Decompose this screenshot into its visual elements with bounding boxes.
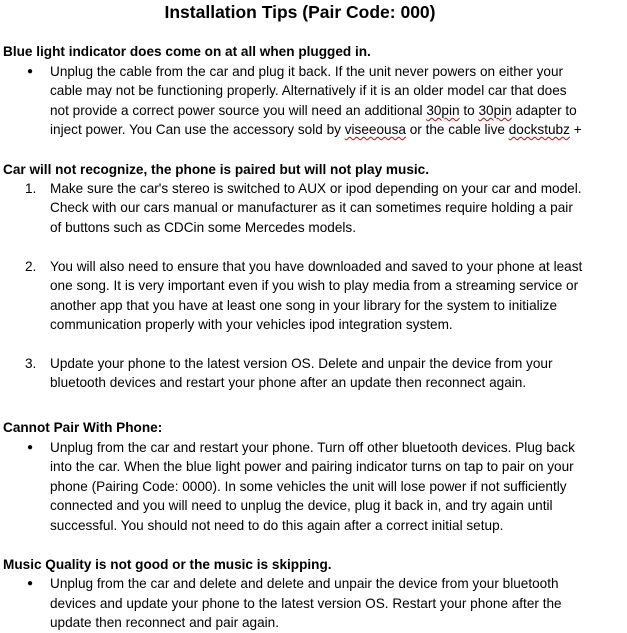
list-number: 1. [25, 181, 37, 196]
misspelled-word: 30pin [426, 103, 460, 118]
text-line: Update your phone to the latest version OS. Delete and unpair the device from your [50, 356, 553, 371]
text-line: one song. It is very important even if you wish to play media from a streaming service or [50, 278, 579, 293]
text-line: inject power. You Can use the accessory sold by viseeousa or the cable live dockstubz + [50, 122, 582, 137]
text-line: You will also need to ensure that you have downloaded and saved to your phone at least [50, 259, 583, 274]
misspelled-word: dockstubz [508, 122, 570, 137]
text-line: another app that you have at least one song in your library for the system to initialize [50, 298, 558, 313]
misspelled-word: 30pin [478, 103, 512, 118]
text-line: Unplug the cable from the car and plug it back. If the unit never powers on either your [50, 64, 564, 79]
list-number: 3. [25, 356, 37, 371]
text-line: Unplug from the car and delete and delete and unpair the device from your bluetooth [50, 576, 559, 591]
section-heading-blue-light: Blue light indicator does come on at all when plugged in. [3, 44, 371, 59]
section-heading-cannot-pair: Cannot Pair With Phone: [3, 420, 163, 435]
text-line: Make sure the car's stereo is switched to AUX or ipod depending on your car and model. [50, 181, 582, 196]
bullet-marker: ● [27, 578, 34, 589]
text-line: communication properly with your vehicles ipod integration system. [50, 317, 453, 332]
text-line: phone (Pairing Code: 0000). In some vehicles the unit will lose power if not sufficiently [50, 479, 567, 494]
section-heading-car-not-recognize: Car will not recognize, the phone is paired but will not play music. [3, 162, 429, 177]
text-line: update then reconnect and pair again. [50, 615, 280, 630]
text-line: connected and you will need to unplug the device, plug it back in, and try again until [50, 498, 553, 513]
text-line: Unplug from the car and restart your phone. Turn off other bluetooth devices. Plug back [50, 440, 575, 455]
text-line: devices and update your phone to the latest version OS. Restart your phone after the [50, 596, 562, 611]
text-line: not provide a correct power source you will need an additional 30pin to 30pin adapter to [50, 103, 577, 118]
bullet-marker: ● [27, 66, 34, 77]
text-line: of buttons such as CDCin some Mercedes models. [50, 220, 356, 235]
bullet-marker: ● [27, 442, 34, 453]
text-line: cable may not be functioning properly. Alternatively if it is an older model car that does [50, 83, 567, 98]
text-line: successful. You should not need to do this again after a correct initial setup. [50, 518, 504, 533]
list-number: 2. [25, 259, 37, 274]
section-heading-music-quality: Music Quality is not good or the music is skipping. [3, 557, 332, 572]
text-line: bluetooth devices and restart your phone after an update then reconnect again. [50, 375, 527, 390]
text-line: Check with our cars manual or manufacturer as it can sometimes require holding a pair [50, 200, 573, 215]
misspelled-word: viseeousa [344, 122, 406, 137]
text-line: into the car. When the blue light power and pairing indicator turns on tap to pair on your [50, 459, 574, 474]
page-title: Installation Tips (Pair Code: 000) [164, 2, 436, 22]
